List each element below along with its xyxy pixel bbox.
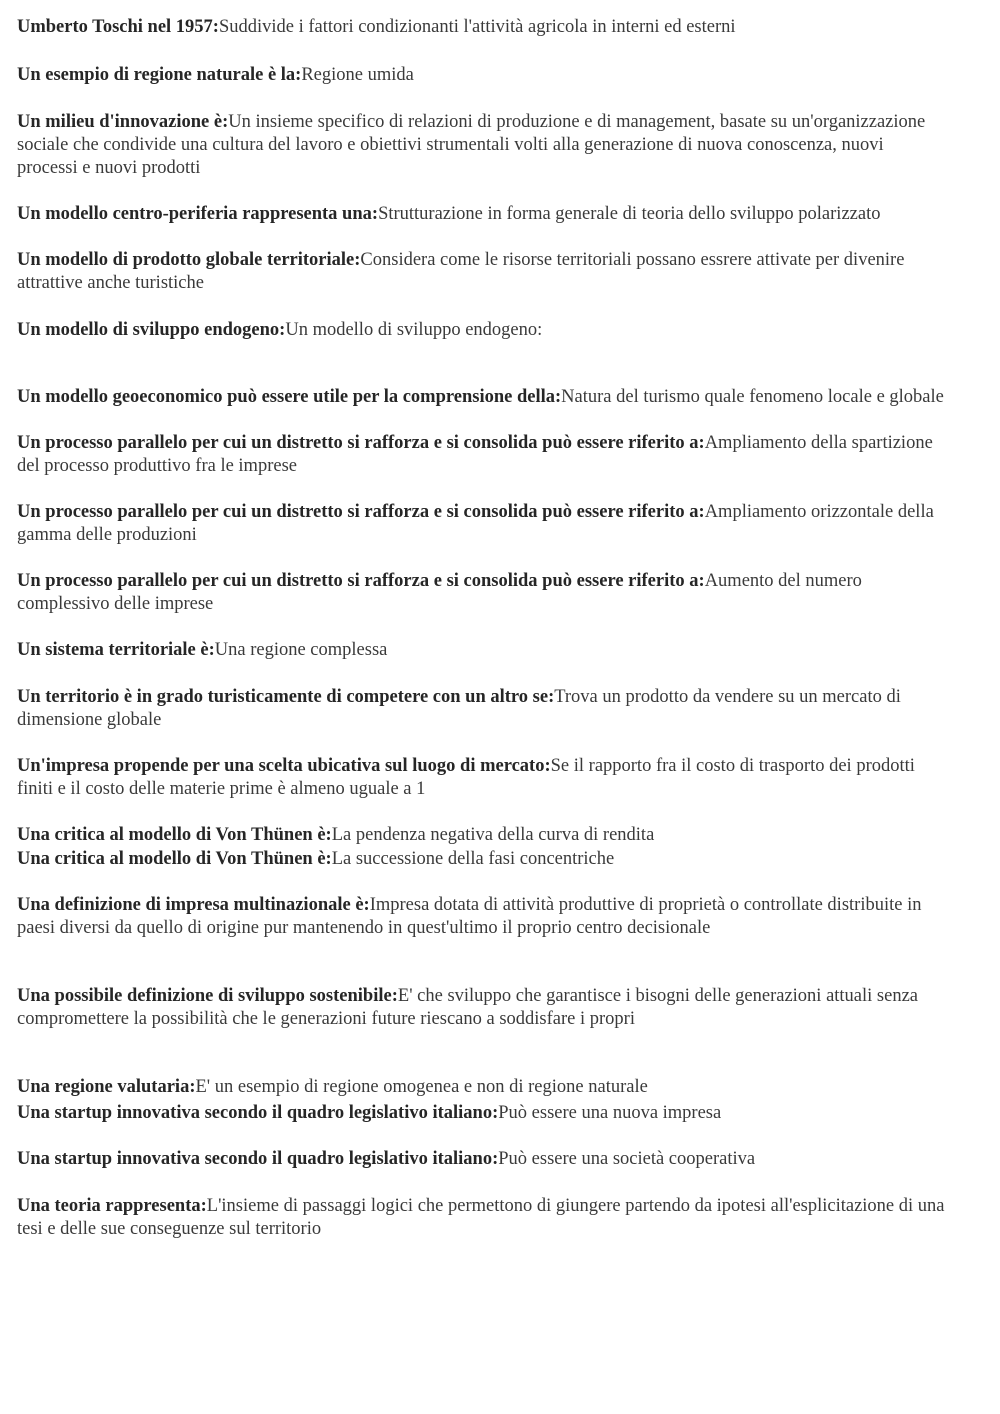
question-text: Una possibile definizione di sviluppo sostenibile: xyxy=(17,986,398,1006)
answer-text: Ampliamento della spartizione del processo produttivo fra le imprese xyxy=(17,433,933,476)
answer-text: Impresa dotata di attività produttive di proprietà o controllate distribuite in paesi diversi da quello di origine pur mantenendo in quest'ultimo il proprio centro decisionale xyxy=(17,895,922,938)
question-text: Un'impresa propende per una scelta ubicativa sul luogo di mercato: xyxy=(17,756,551,776)
question-text: Una regione valutaria: xyxy=(17,1077,196,1097)
qa-entry xyxy=(17,686,947,732)
answer-text: Regione umida xyxy=(301,65,414,85)
qa-entry xyxy=(17,386,947,409)
answer-text: Trova un prodotto da vendere su un mercato di dimensione globale xyxy=(17,687,901,730)
question-text: Un processo parallelo per cui un distretto si rafforza e si consolida può essere riferito a: xyxy=(17,433,705,453)
qa-entry xyxy=(17,1148,947,1171)
qa-entry xyxy=(17,985,947,1031)
question-text: Un territorio è in grado turisticamente di competere con un altro se: xyxy=(17,687,555,707)
answer-text: Un modello di sviluppo endogeno: xyxy=(285,320,543,340)
question-text: Una definizione di impresa multinazionale è: xyxy=(17,895,370,915)
qa-entry xyxy=(17,639,947,662)
qa-list xyxy=(17,16,947,1241)
qa-entry xyxy=(17,64,947,87)
answer-text: Strutturazione in forma generale di teoria dello sviluppo polarizzato xyxy=(378,204,881,224)
answer-text: La pendenza negativa della curva di rendita xyxy=(331,825,655,845)
answer-text: L'insieme di passaggi logici che permettono di giungere partendo da ipotesi all'esplicitazione di una tesi e delle sue conseguenze sul territorio xyxy=(17,1196,945,1239)
answer-text: E' che sviluppo che garantisce i bisogni delle generazioni attuali senza compromettere la possibilità che le generazioni future riescano a soddisfare i propri xyxy=(17,986,919,1029)
answer-text: Può essere una nuova impresa xyxy=(498,1103,722,1123)
question-text: Una critica al modello di Von Thünen è: xyxy=(17,849,332,869)
question-text: Un modello centro-periferia rappresenta una: xyxy=(17,204,379,224)
question-text: Un milieu d'innovazione è: xyxy=(17,112,229,132)
question-text: Una startup innovativa secondo il quadro legislativo italiano: xyxy=(17,1103,499,1123)
question-text: Un processo parallelo per cui un distretto si rafforza e si consolida può essere riferito a: xyxy=(17,571,705,591)
answer-text: Aumento del numero complessivo delle imprese xyxy=(17,571,862,614)
qa-entry xyxy=(17,203,947,226)
answer-text: La successione della fasi concentriche xyxy=(331,849,615,869)
qa-entry xyxy=(17,1102,947,1125)
answer-text: Se il rapporto fra il costo di trasporto dei prodotti finiti e il costo delle materie prime è almeno uguale a 1 xyxy=(17,756,915,799)
qa-entry xyxy=(17,570,947,616)
answer-text: Può essere una società cooperativa xyxy=(498,1149,756,1169)
qa-entry xyxy=(17,111,947,180)
answer-text: Suddivide i fattori condizionanti l'attività agricola in interni ed esterni xyxy=(218,17,736,37)
qa-entry xyxy=(17,249,947,295)
answer-text: Considera come le risorse territoriali possano essrere attivate per divenire attrattive anche turistiche xyxy=(17,250,905,293)
question-text: Umberto Toschi nel 1957: xyxy=(17,17,219,37)
question-text: Un processo parallelo per cui un distretto si rafforza e si consolida può essere riferito a: xyxy=(17,502,705,522)
question-text: Una critica al modello di Von Thünen è: xyxy=(17,825,332,845)
question-text: Una teoria rappresenta: xyxy=(17,1196,207,1216)
answer-text: Ampliamento orizzontale della gamma delle produzioni xyxy=(17,502,934,545)
qa-entry xyxy=(17,1076,947,1099)
question-text: Un modello di prodotto globale territoriale: xyxy=(17,250,361,270)
question-text: Una startup innovativa secondo il quadro legislativo italiano: xyxy=(17,1149,499,1169)
qa-entry xyxy=(17,16,947,39)
qa-entry xyxy=(17,894,947,940)
qa-entry xyxy=(17,755,947,801)
answer-text: Una regione complessa xyxy=(214,640,388,660)
qa-entry xyxy=(17,1195,947,1241)
answer-text: Un insieme specifico di relazioni di produzione e di management, basate su un'organizzazione sociale che condivide una cultura del lavoro e obiettivi strumentali volti alla generazione di nuova conoscenza, nuovi processi e nuovi prodotti xyxy=(17,112,926,178)
question-text: Un modello geoeconomico può essere utile per la comprensione della: xyxy=(17,387,562,407)
question-text: Un esempio di regione naturale è la: xyxy=(17,65,302,85)
qa-entry xyxy=(17,319,947,342)
answer-text: E' un esempio di regione omogenea e non di regione naturale xyxy=(195,1077,648,1097)
question-text: Un modello di sviluppo endogeno: xyxy=(17,320,286,340)
qa-entry xyxy=(17,848,947,871)
qa-entry xyxy=(17,501,947,547)
qa-entry xyxy=(17,824,947,847)
question-text: Un sistema territoriale è: xyxy=(17,640,215,660)
answer-text: Natura del turismo quale fenomeno locale e globale xyxy=(561,387,944,407)
qa-entry xyxy=(17,432,947,478)
